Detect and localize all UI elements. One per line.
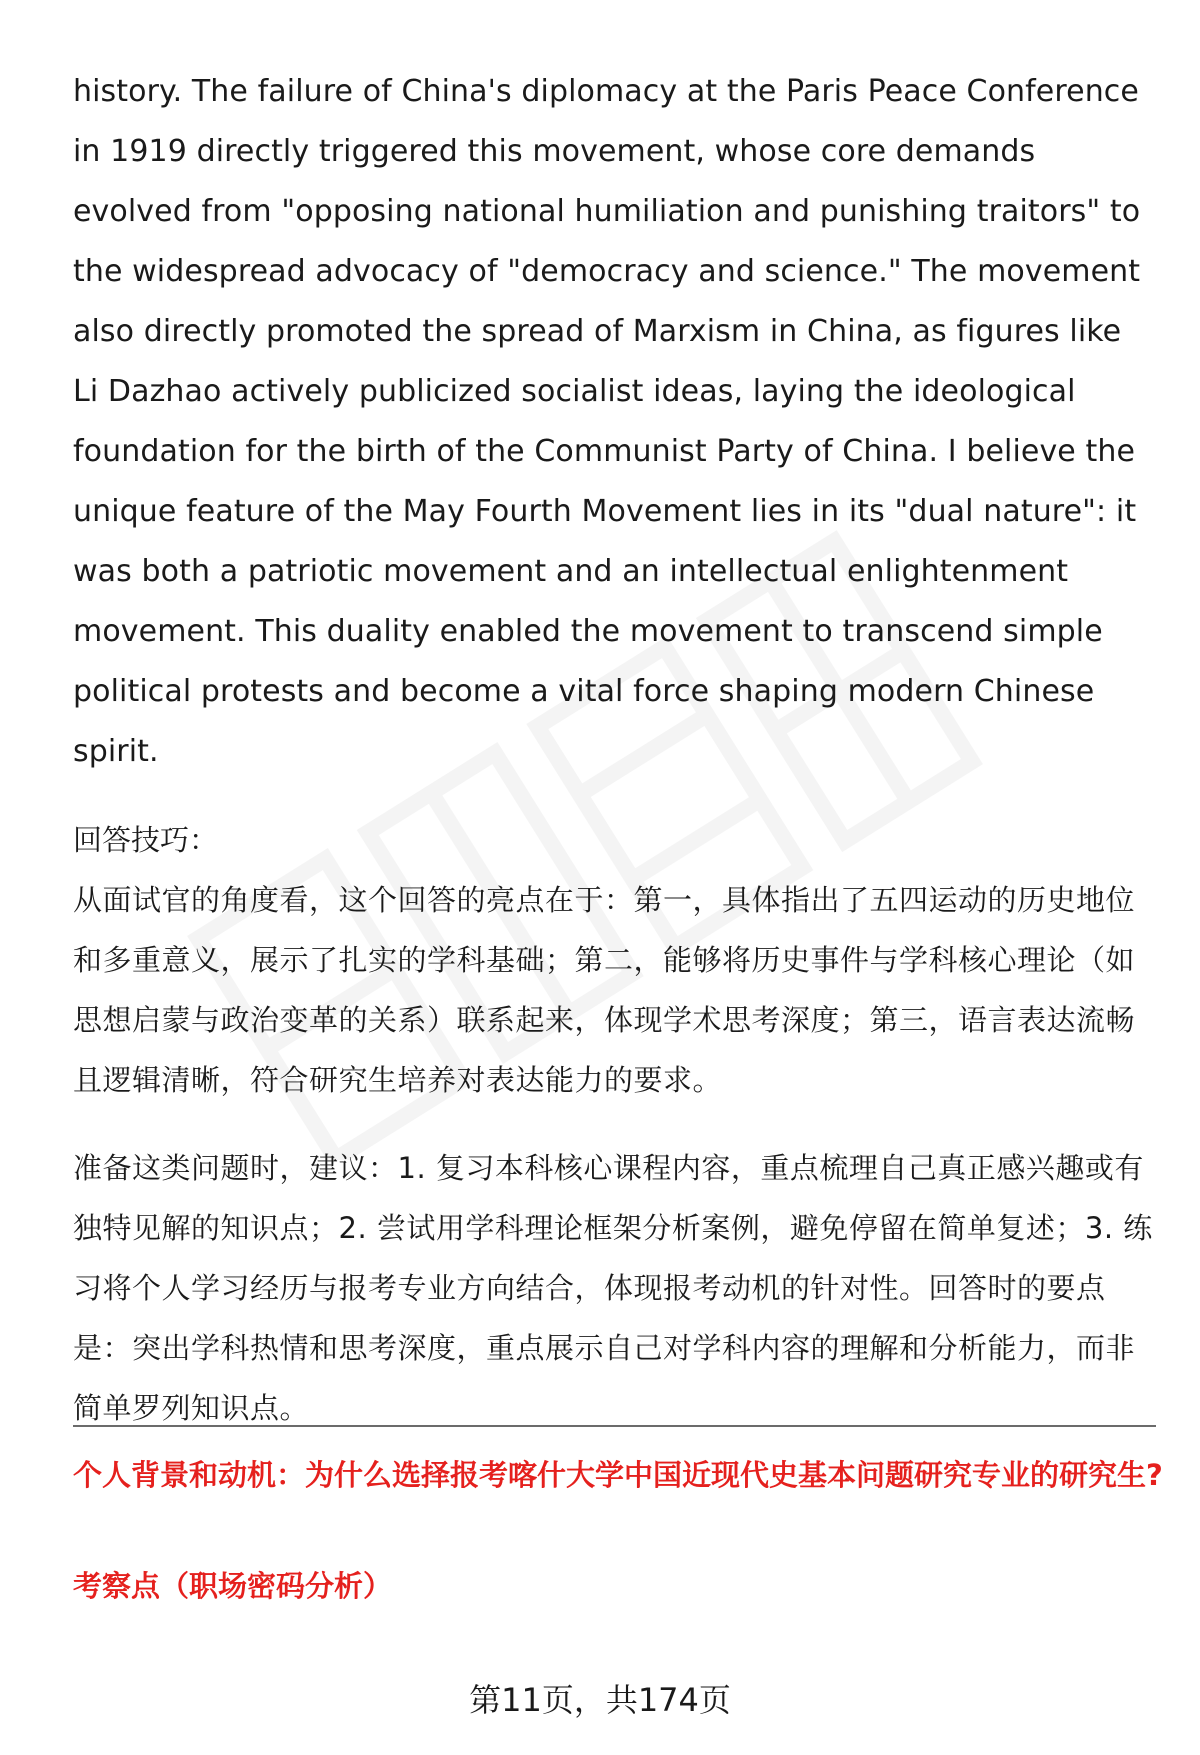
answer-tips-paragraph: 从面试官的角度看，这个回答的亮点在于：第一，具体指出了五四运动的历史地位和多重意义，展示了扎实的学科基础；第二，能够将历史事件与学科核心理论（如思想启蒙与政治变革的关系）联系起来，体现学术思考深度；第三，语言表达流畅且逻辑清晰，符合研究生培养对表达能力的要求。 <box>73 883 1136 1097</box>
answer-english-paragraph: history. The failure of China's diplomacy at the Paris Peace Conference in 1919 directly triggered this movement, whose core demands evolved from "opposing national humiliation and punishing traitors" to the widespread advocacy of "democracy and science." The movement also directly promoted the spread of Marxism in China, as figures like Li Dazhao actively publicized socialist ideas, laying the ideological foundation for the birth of the Communist Party of China. I believe the unique feature of the May Fourth Movement lies in its "dual nature": it was both a patriotic movement and an intellectual enlightenment movement. This duality enabled the movement to transcend simple political protests and become a vital force shaping modern Chinese spirit. <box>73 74 1141 769</box>
interview-question-heading: 个人背景和动机：为什么选择报考喀什大学中国近现代史基本问题研究专业的研究生? <box>73 1458 1163 1492</box>
assessment-points-heading: 考察点（职场密码分析） <box>73 1569 393 1603</box>
answer-tips-label: 回答技巧： <box>73 823 219 857</box>
document-page <box>73 0 1153 1438</box>
page-number-footer: 第11页，共174页 <box>469 1681 731 1719</box>
section-divider <box>73 1425 1156 1427</box>
preparation-advice-paragraph: 准备这类问题时，建议：1. 复习本科核心课程内容，重点梳理自己真正感兴趣或有独特见解的知识点；2. 尝试用学科理论框架分析案例，避免停留在简单复述；3. 练习将个人学习经历与报考专业方向结合，体现报考动机的针对性。回答时的要点是：突出学科热情和思考深度，重点展示自己对学科内容的理解和分析能力，而非简单罗列知识点。 <box>73 1151 1153 1425</box>
